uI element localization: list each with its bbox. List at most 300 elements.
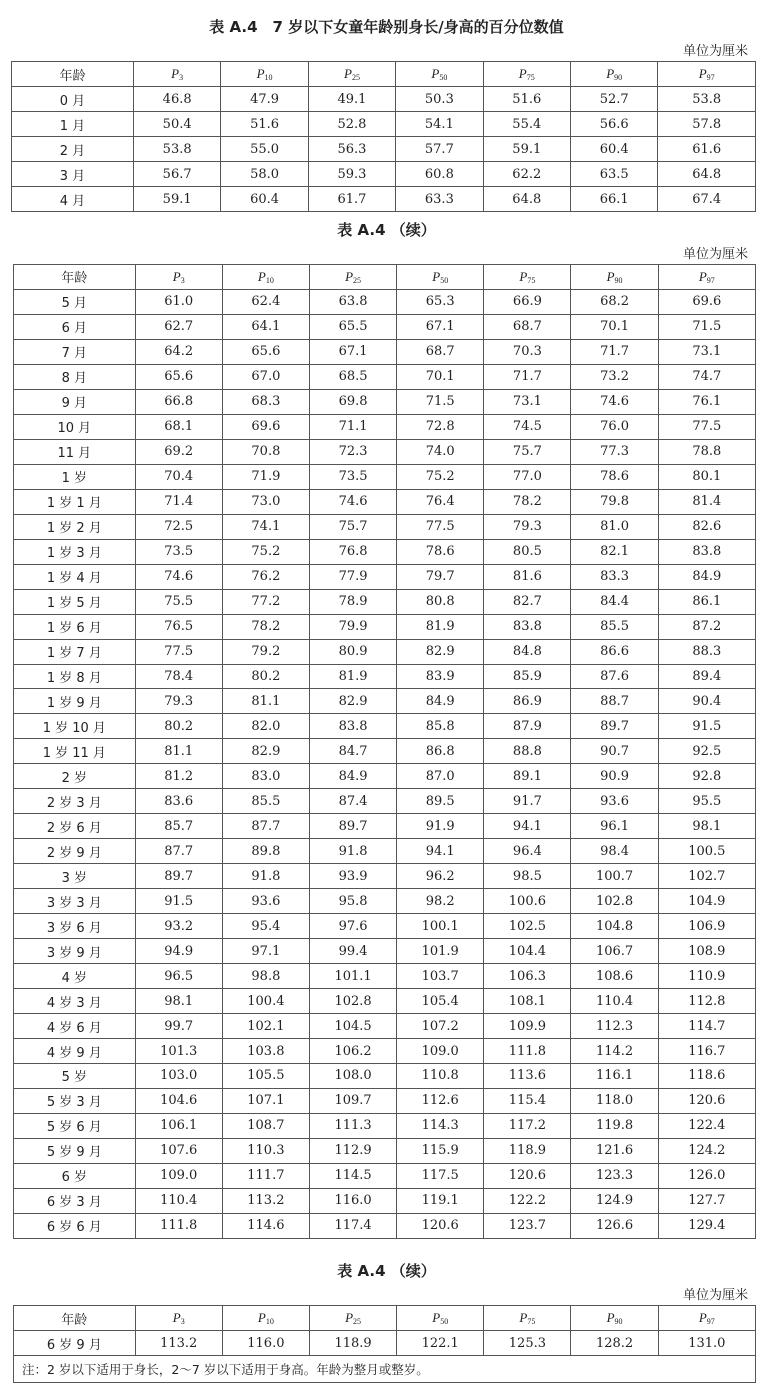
value-cell: 84.9 <box>397 689 484 714</box>
percentile-subscript: 3 <box>179 73 184 82</box>
table-row <box>14 564 756 589</box>
value-cell: 51.6 <box>221 112 308 137</box>
value-cell: 109.9 <box>484 1014 571 1039</box>
percentile-symbol: P <box>698 268 707 284</box>
value-cell: 89.5 <box>397 789 484 814</box>
percentile-table-part1 <box>11 61 756 212</box>
table-row <box>14 864 756 889</box>
value-cell: 76.2 <box>222 564 309 589</box>
table-row <box>14 764 756 789</box>
value-cell: 78.9 <box>309 589 396 614</box>
value-cell: 117.5 <box>397 1163 484 1188</box>
value-cell: 109.0 <box>135 1163 222 1188</box>
value-cell: 83.3 <box>571 564 658 589</box>
value-cell: 92.5 <box>658 739 755 764</box>
value-cell: 79.3 <box>135 689 222 714</box>
value-cell: 65.3 <box>397 289 484 314</box>
value-cell: 122.1 <box>397 1331 484 1356</box>
percentile-table-part2 <box>13 264 756 1239</box>
value-cell: 82.0 <box>222 714 309 739</box>
table-row <box>12 137 756 162</box>
value-cell: 93.2 <box>135 914 222 939</box>
value-cell: 82.9 <box>397 639 484 664</box>
value-cell: 78.6 <box>397 539 484 564</box>
table-row <box>14 1039 756 1064</box>
value-cell: 85.9 <box>484 664 571 689</box>
value-cell: 71.5 <box>658 314 755 339</box>
value-cell: 71.4 <box>135 489 222 514</box>
value-cell: 119.8 <box>571 1113 658 1138</box>
value-cell: 75.2 <box>397 464 484 489</box>
value-cell: 57.7 <box>396 137 483 162</box>
value-cell: 103.0 <box>135 1064 222 1089</box>
value-cell: 85.8 <box>397 714 484 739</box>
value-cell: 81.0 <box>571 514 658 539</box>
value-cell: 104.5 <box>309 1014 396 1039</box>
value-cell: 121.6 <box>571 1138 658 1163</box>
table-row <box>14 1188 756 1213</box>
value-cell: 85.7 <box>135 814 222 839</box>
value-cell: 116.0 <box>222 1331 309 1356</box>
value-cell: 95.5 <box>658 789 755 814</box>
value-cell: 57.8 <box>658 112 756 137</box>
value-cell: 67.1 <box>397 314 484 339</box>
value-cell: 82.9 <box>222 739 309 764</box>
age-cell: 9 月 <box>14 389 136 414</box>
value-cell: 60.4 <box>221 187 308 212</box>
value-cell: 98.5 <box>484 864 571 889</box>
table-row <box>14 514 756 539</box>
value-cell: 83.6 <box>135 789 222 814</box>
value-cell: 100.1 <box>397 914 484 939</box>
age-column-header: 年龄 <box>14 265 136 290</box>
age-cell: 1 岁 4 月 <box>14 564 136 589</box>
table-row <box>14 1163 756 1188</box>
value-cell: 50.4 <box>133 112 220 137</box>
percentile-header-p25 <box>308 62 395 87</box>
value-cell: 81.9 <box>309 664 396 689</box>
value-cell: 65.6 <box>222 339 309 364</box>
age-cell: 4 岁 9 月 <box>14 1039 136 1064</box>
value-cell: 87.6 <box>571 664 658 689</box>
value-cell: 114.5 <box>309 1163 396 1188</box>
value-cell: 75.7 <box>309 514 396 539</box>
value-cell: 108.9 <box>658 939 755 964</box>
value-cell: 68.7 <box>397 339 484 364</box>
age-cell: 1 岁 8 月 <box>14 664 136 689</box>
table-row <box>14 839 756 864</box>
value-cell: 80.8 <box>397 589 484 614</box>
value-cell: 112.3 <box>571 1014 658 1039</box>
table-row <box>14 464 756 489</box>
percentile-header-p50 <box>396 62 483 87</box>
percentile-header-p3 <box>135 265 222 290</box>
value-cell: 87.7 <box>135 839 222 864</box>
value-cell: 112.8 <box>658 989 755 1014</box>
value-cell: 79.3 <box>484 514 571 539</box>
value-cell: 54.1 <box>396 112 483 137</box>
unit-label: 单位为厘米 <box>682 1288 748 1303</box>
value-cell: 46.8 <box>133 87 220 112</box>
value-cell: 89.7 <box>571 714 658 739</box>
value-cell: 83.8 <box>658 539 755 564</box>
value-cell: 70.1 <box>397 364 484 389</box>
age-cell: 2 岁 3 月 <box>14 789 136 814</box>
value-cell: 111.3 <box>309 1113 396 1138</box>
value-cell: 91.5 <box>658 714 755 739</box>
value-cell: 65.6 <box>135 364 222 389</box>
table-row <box>12 187 756 212</box>
value-cell: 96.4 <box>484 839 571 864</box>
age-cell: 3 岁 <box>14 864 136 889</box>
age-cell: 7 月 <box>14 339 136 364</box>
value-cell: 98.4 <box>571 839 658 864</box>
percentile-symbol: P <box>171 66 180 81</box>
value-cell: 74.6 <box>135 564 222 589</box>
value-cell: 88.3 <box>658 639 755 664</box>
percentile-subscript: 75 <box>526 73 535 82</box>
percentile-header-p75 <box>484 1306 571 1331</box>
value-cell: 116.0 <box>309 1188 396 1213</box>
percentile-symbol: P <box>172 268 181 284</box>
value-cell: 102.8 <box>309 989 396 1014</box>
value-cell: 49.1 <box>308 87 395 112</box>
value-cell: 91.8 <box>309 839 396 864</box>
percentile-symbol: P <box>345 1310 354 1325</box>
value-cell: 86.8 <box>397 739 484 764</box>
table-row <box>14 1138 756 1163</box>
age-cell: 1 岁 <box>14 464 136 489</box>
value-cell: 89.4 <box>658 664 755 689</box>
value-cell: 72.8 <box>397 414 484 439</box>
value-cell: 104.9 <box>658 889 755 914</box>
value-cell: 105.4 <box>397 989 484 1014</box>
value-cell: 102.8 <box>571 889 658 914</box>
value-cell: 83.9 <box>397 664 484 689</box>
value-cell: 70.1 <box>571 314 658 339</box>
value-cell: 131.0 <box>658 1331 755 1356</box>
value-cell: 88.8 <box>484 739 571 764</box>
value-cell: 117.2 <box>484 1113 571 1138</box>
value-cell: 99.7 <box>135 1014 222 1039</box>
age-cell: 6 岁 9 月 <box>14 1331 136 1356</box>
value-cell: 73.1 <box>658 339 755 364</box>
value-cell: 90.4 <box>658 689 755 714</box>
table-row <box>14 1064 756 1089</box>
value-cell: 104.4 <box>484 939 571 964</box>
value-cell: 96.5 <box>135 964 222 989</box>
table-row <box>14 539 756 564</box>
age-cell: 1 岁 5 月 <box>14 589 136 614</box>
age-cell: 1 岁 3 月 <box>14 539 136 564</box>
value-cell: 89.7 <box>309 814 396 839</box>
age-cell: 4 岁 <box>14 964 136 989</box>
value-cell: 110.4 <box>571 989 658 1014</box>
value-cell: 60.8 <box>396 162 483 187</box>
value-cell: 66.9 <box>484 289 571 314</box>
percentile-symbol: P <box>698 1310 707 1325</box>
value-cell: 102.7 <box>658 864 755 889</box>
table-row <box>14 689 756 714</box>
percentile-header-p97 <box>658 265 755 290</box>
value-cell: 73.1 <box>484 389 571 414</box>
value-cell: 106.9 <box>658 914 755 939</box>
value-cell: 113.2 <box>222 1188 309 1213</box>
table-row <box>14 339 756 364</box>
value-cell: 120.6 <box>397 1213 484 1238</box>
value-cell: 97.1 <box>222 939 309 964</box>
table-row <box>14 739 756 764</box>
value-cell: 110.8 <box>397 1064 484 1089</box>
value-cell: 108.6 <box>571 964 658 989</box>
value-cell: 128.2 <box>571 1331 658 1356</box>
value-cell: 70.4 <box>135 464 222 489</box>
percentile-header-p90 <box>570 62 657 87</box>
percentile-header-p3 <box>135 1306 222 1331</box>
value-cell: 122.4 <box>658 1113 755 1138</box>
percentile-header-p50 <box>397 1306 484 1331</box>
value-cell: 100.7 <box>571 864 658 889</box>
value-cell: 80.2 <box>135 714 222 739</box>
value-cell: 100.6 <box>484 889 571 914</box>
percentile-subscript: 3 <box>180 1317 185 1326</box>
value-cell: 97.6 <box>309 914 396 939</box>
percentile-symbol: P <box>343 66 352 81</box>
table-row <box>14 389 756 414</box>
value-cell: 108.1 <box>484 989 571 1014</box>
unit-label: 单位为厘米 <box>682 247 748 262</box>
value-cell: 74.5 <box>484 414 571 439</box>
percentile-subscript: 97 <box>706 275 715 285</box>
value-cell: 77.5 <box>135 639 222 664</box>
percentile-subscript: 10 <box>265 275 274 285</box>
value-cell: 114.2 <box>571 1039 658 1064</box>
value-cell: 113.6 <box>484 1064 571 1089</box>
value-cell: 113.2 <box>135 1331 222 1356</box>
header-row <box>12 62 756 87</box>
age-column-header: 年龄 <box>12 62 134 87</box>
value-cell: 78.6 <box>571 464 658 489</box>
value-cell: 98.1 <box>135 989 222 1014</box>
percentile-header-p90 <box>571 1306 658 1331</box>
value-cell: 50.3 <box>396 87 483 112</box>
value-cell: 110.3 <box>222 1138 309 1163</box>
value-cell: 63.3 <box>396 187 483 212</box>
value-cell: 123.3 <box>571 1163 658 1188</box>
percentile-subscript: 25 <box>351 73 360 82</box>
age-cell: 1 岁 1 月 <box>14 489 136 514</box>
value-cell: 55.4 <box>483 112 570 137</box>
age-cell: 5 岁 3 月 <box>14 1088 136 1113</box>
value-cell: 118.9 <box>484 1138 571 1163</box>
value-cell: 85.5 <box>571 614 658 639</box>
value-cell: 79.7 <box>397 564 484 589</box>
value-cell: 114.3 <box>397 1113 484 1138</box>
value-cell: 96.1 <box>571 814 658 839</box>
value-cell: 76.5 <box>135 614 222 639</box>
table-row <box>12 112 756 137</box>
value-cell: 79.9 <box>309 614 396 639</box>
value-cell: 107.1 <box>222 1088 309 1113</box>
percentile-subscript: 25 <box>353 1317 362 1326</box>
table-row <box>14 639 756 664</box>
value-cell: 118.6 <box>658 1064 755 1089</box>
value-cell: 99.4 <box>309 939 396 964</box>
value-cell: 94.9 <box>135 939 222 964</box>
value-cell: 66.1 <box>570 187 657 212</box>
value-cell: 106.1 <box>135 1113 222 1138</box>
percentile-subscript: 50 <box>439 73 448 82</box>
value-cell: 126.0 <box>658 1163 755 1188</box>
value-cell: 61.7 <box>308 187 395 212</box>
value-cell: 62.4 <box>222 289 309 314</box>
value-cell: 56.6 <box>570 112 657 137</box>
value-cell: 69.8 <box>309 389 396 414</box>
value-cell: 127.7 <box>658 1188 755 1213</box>
percentile-header-p97 <box>658 1306 755 1331</box>
value-cell: 73.2 <box>571 364 658 389</box>
age-cell: 2 岁 <box>14 764 136 789</box>
value-cell: 114.6 <box>222 1213 309 1238</box>
value-cell: 83.8 <box>309 714 396 739</box>
age-cell: 3 岁 9 月 <box>14 939 136 964</box>
age-cell: 1 岁 11 月 <box>14 739 136 764</box>
value-cell: 105.5 <box>222 1064 309 1089</box>
value-cell: 62.7 <box>135 314 222 339</box>
value-cell: 72.3 <box>309 439 396 464</box>
value-cell: 64.2 <box>135 339 222 364</box>
value-cell: 55.0 <box>221 137 308 162</box>
value-cell: 112.6 <box>397 1088 484 1113</box>
value-cell: 84.7 <box>309 739 396 764</box>
value-cell: 106.3 <box>484 964 571 989</box>
value-cell: 120.6 <box>658 1088 755 1113</box>
age-cell: 4 岁 6 月 <box>14 1014 136 1039</box>
value-cell: 87.7 <box>222 814 309 839</box>
value-cell: 123.7 <box>484 1213 571 1238</box>
value-cell: 76.0 <box>571 414 658 439</box>
percentile-subscript: 10 <box>264 73 273 82</box>
percentile-symbol: P <box>432 268 441 284</box>
percentile-subscript: 90 <box>614 1317 623 1326</box>
table-row <box>14 364 756 389</box>
percentile-subscript: 90 <box>614 275 623 285</box>
table-row <box>14 1113 756 1138</box>
age-cell: 1 岁 10 月 <box>14 714 136 739</box>
value-cell: 77.5 <box>658 414 755 439</box>
value-cell: 89.8 <box>222 839 309 864</box>
value-cell: 67.4 <box>658 187 756 212</box>
table-row <box>14 914 756 939</box>
value-cell: 84.9 <box>309 764 396 789</box>
value-cell: 80.9 <box>309 639 396 664</box>
value-cell: 69.2 <box>135 439 222 464</box>
value-cell: 81.6 <box>484 564 571 589</box>
percentile-symbol: P <box>606 1310 615 1325</box>
percentile-header-p50 <box>397 265 484 290</box>
value-cell: 67.0 <box>222 364 309 389</box>
value-cell: 52.8 <box>308 112 395 137</box>
value-cell: 73.0 <box>222 489 309 514</box>
value-cell: 63.8 <box>309 289 396 314</box>
age-cell: 5 月 <box>14 289 136 314</box>
percentile-symbol: P <box>606 268 615 284</box>
age-cell: 1 岁 2 月 <box>14 514 136 539</box>
header-row <box>14 265 756 290</box>
value-cell: 73.5 <box>135 539 222 564</box>
value-cell: 73.5 <box>309 464 396 489</box>
value-cell: 87.0 <box>397 764 484 789</box>
value-cell: 77.0 <box>484 464 571 489</box>
value-cell: 59.1 <box>133 187 220 212</box>
value-cell: 94.1 <box>397 839 484 864</box>
value-cell: 103.7 <box>397 964 484 989</box>
value-cell: 98.1 <box>658 814 755 839</box>
value-cell: 90.9 <box>571 764 658 789</box>
value-cell: 106.2 <box>309 1039 396 1064</box>
value-cell: 109.0 <box>397 1039 484 1064</box>
percentile-header-p3 <box>133 62 220 87</box>
percentile-header-p10 <box>221 62 308 87</box>
value-cell: 70.8 <box>222 439 309 464</box>
value-cell: 53.8 <box>658 87 756 112</box>
value-cell: 61.0 <box>135 289 222 314</box>
value-cell: 100.5 <box>658 839 755 864</box>
value-cell: 64.1 <box>222 314 309 339</box>
value-cell: 59.1 <box>483 137 570 162</box>
value-cell: 76.8 <box>309 539 396 564</box>
percentile-subscript: 50 <box>440 275 449 285</box>
value-cell: 87.4 <box>309 789 396 814</box>
value-cell: 74.0 <box>397 439 484 464</box>
value-cell: 98.8 <box>222 964 309 989</box>
value-cell: 77.2 <box>222 589 309 614</box>
value-cell: 103.8 <box>222 1039 309 1064</box>
table-row <box>14 489 756 514</box>
value-cell: 72.5 <box>135 514 222 539</box>
value-cell: 75.7 <box>484 439 571 464</box>
age-cell: 3 岁 3 月 <box>14 889 136 914</box>
age-cell: 5 岁 9 月 <box>14 1138 136 1163</box>
percentile-symbol: P <box>256 66 265 81</box>
value-cell: 66.8 <box>135 389 222 414</box>
value-cell: 87.9 <box>484 714 571 739</box>
value-cell: 111.8 <box>484 1039 571 1064</box>
table-row <box>14 814 756 839</box>
percentile-subscript: 97 <box>706 1317 715 1326</box>
percentile-symbol: P <box>518 66 527 81</box>
age-cell: 6 月 <box>14 314 136 339</box>
table-row <box>14 964 756 989</box>
age-cell: 2 月 <box>12 137 134 162</box>
percentile-symbol: P <box>431 66 440 81</box>
value-cell: 83.8 <box>484 614 571 639</box>
value-cell: 98.2 <box>397 889 484 914</box>
percentile-subscript: 50 <box>440 1317 449 1326</box>
value-cell: 117.4 <box>309 1213 396 1238</box>
percentile-header-p75 <box>483 62 570 87</box>
value-cell: 82.7 <box>484 589 571 614</box>
value-cell: 110.9 <box>658 964 755 989</box>
value-cell: 111.7 <box>222 1163 309 1188</box>
value-cell: 51.6 <box>483 87 570 112</box>
value-cell: 81.9 <box>397 614 484 639</box>
value-cell: 78.4 <box>135 664 222 689</box>
value-cell: 118.0 <box>571 1088 658 1113</box>
value-cell: 65.5 <box>309 314 396 339</box>
value-cell: 92.8 <box>658 764 755 789</box>
value-cell: 86.9 <box>484 689 571 714</box>
